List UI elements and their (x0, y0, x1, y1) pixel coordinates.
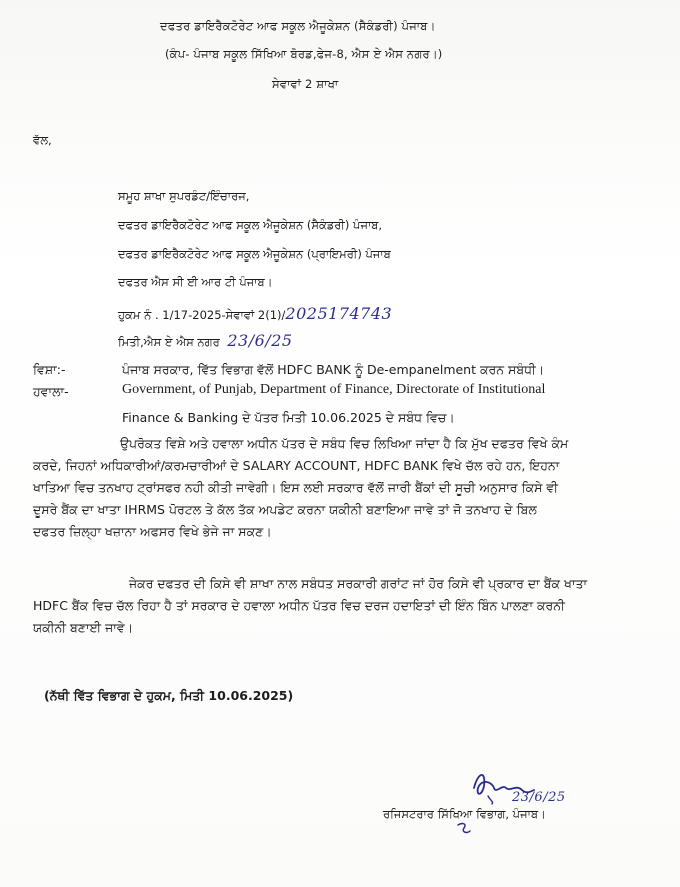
paragraph-line: ਜੇਕਰ ਦਫਤਰ ਦੀ ਕਿਸੇ ਵੀ ਸ਼ਾਖਾ ਨਾਲ ਸਬੰਧਤ ਸਰਕਾਰੀ ਗਰਾਂਟ ਜਾਂ ਹੋਰ ਕਿਸੇ ਵੀ ਪ੍ਰਕਾਰ ਦਾ ਬੈਂਕ ਖਾਤਾ (129, 576, 588, 591)
paragraph-line: ਖਾਤਿਆ ਵਿਚ ਤਨਖਾਹ ਟ੍ਰਾਂਸਫਰ ਨਹੀ ਕੀਤੀ ਜਾਵੇਗੀ। ਇਸ ਲਈ ਸਰਕਾਰ ਵੱਲੋਂ ਜਾਰੀ ਬੈਂਕਾਂ ਦੀ ਸੂਚੀ ਅਨੁਸਾਰ ਕਿਸੇ ਵੀ (33, 480, 558, 495)
handwritten-order-number: 2025174743 (285, 304, 393, 323)
body-paragraph-2 (33, 573, 653, 639)
subject-label: ਵਿਸ਼ਾ:- (33, 362, 66, 377)
header-address: (ਕੰਪ- ਪੰਜਾਬ ਸਕੂਲ ਸਿੱਖਿਆ ਬੋਰਡ,ਫੇਜ-8, ਐਸ ਏ ਐਸ ਨਗਰ।) (165, 47, 443, 61)
body-paragraph-1 (33, 433, 653, 543)
paragraph-line: ਦਫਤਰ ਜ਼ਿਲ੍ਹਾ ਖਜ਼ਾਨਾ ਅਫਸਰ ਵਿਖੇ ਭੇਜੇ ਜਾ ਸਕਣ। (33, 524, 272, 539)
header-office-name: ਦਫਤਰ ਡਾਇਰੈਕਟੋਰੇਟ ਆਫ ਸਕੂਲ ਐਜੂਕੇਸ਼ਨ (ਸੈਕੰਡਰੀ) ਪੰਜਾਬ। (160, 19, 436, 33)
recipient-line: ਸਮੂਹ ਸ਼ਾਖਾ ਸੁਪਰਡੰਟ/ਇੰਚਾਰਜ, (118, 189, 250, 203)
reference-line-1: Government, of Punjab, Department of Finance, Directorate of Institutional (122, 382, 546, 397)
order-number-line (118, 304, 392, 323)
recipient-line: ਦਫਤਰ ਐਸ ਸੀ ਈ ਆਰ ਟੀ ਪੰਜਾਬ। (118, 275, 273, 289)
order-number-prefix: ਹੁਕਮ ਨੰ . 1/17-2025-ਸੇਵਾਵਾਂ 2(1)/ (118, 308, 286, 322)
enclosure-note: (ਨੱਥੀ ਵਿੱਤ ਵਿਭਾਗ ਦੇ ਹੁਕਮ, ਮਿਤੀ 10.06.2025) (44, 688, 294, 703)
signatory-designation: ਰਜਿਸਟਰਾਰ ਸਿੱਖਿਆ ਵਿਭਾਗ, ਪੰਜਾਬ। (383, 807, 546, 821)
header-branch: ਸੇਵਾਵਾਂ 2 ਸ਼ਾਖਾ (272, 77, 339, 91)
order-date-line (118, 331, 293, 350)
recipient-line: ਦਫਤਰ ਡਾਇਰੈਕਟੋਰੇਟ ਆਫ ਸਕੂਲ ਐਜੂਕੇਸ਼ਨ (ਪ੍ਰਾਇਮਰੀ) ਪੰਜਾਬ (118, 247, 391, 261)
paragraph-line: ਕਰਦੇ, ਜਿਹਨਾਂ ਅਧਿਕਾਰੀਆਂ/ਕਰਮਚਾਰੀਆਂ ਦੇ SALARY ACCOUNT, HDFC BANK ਵਿਖੇ ਚੱਲ ਰਹੇ ਹਨ, ਇਹਨਾ (33, 458, 560, 473)
salutation: ਵੱਲ, (33, 133, 52, 147)
subject-text: ਪੰਜਾਬ ਸਰਕਾਰ, ਵਿੱਤ ਵਿਭਾਗ ਵੱਲੋਂ HDFC BANK ਨੂੰ De-empanelment ਕਰਨ ਸਬੰਧੀ। (122, 362, 545, 377)
paragraph-line: HDFC ਬੈਂਕ ਵਿਚ ਚੱਲ ਰਿਹਾ ਹੈ ਤਾਂ ਸਰਕਾਰ ਦੇ ਹਵਾਲਾ ਅਧੀਨ ਪੱਤਰ ਵਿਚ ਦਰਜ ਹਦਾਇਤਾਂ ਦੀ ਇੰਨ ਬਿੰਨ ਪਾਲਣਾ ਕਰਨੀ (33, 598, 565, 613)
paragraph-line: ਯਕੀਨੀ ਬਣਾਈ ਜਾਵੇ। (33, 620, 134, 635)
handwritten-order-date: 23/6/25 (227, 331, 293, 350)
reference-label: ਹਵਾਲਾ- (33, 384, 69, 399)
order-date-prefix: ਮਿਤੀ,ਐਸ ਏ ਐਸ ਨਗਰ (118, 335, 220, 349)
handwritten-signature-date: 23/6/25 (512, 790, 566, 805)
reference-line-2: Finance & Banking ਦੇ ਪੱਤਰ ਮਿਤੀ 10.06.2025 ਦੇ ਸਬੰਧ ਵਿਚ। (122, 410, 455, 425)
initial-mark (455, 820, 473, 838)
paragraph-line: ਉਪਰੋਕਤ ਵਿਸ਼ੇ ਅਤੇ ਹਵਾਲਾ ਅਧੀਨ ਪੱਤਰ ਦੇ ਸਬੰਧ ਵਿਚ ਲਿਖਿਆ ਜਾਂਦਾ ਹੈ ਕਿ ਮੁੱਖ ਦਫਤਰ ਵਿਖੇ ਕੰਮ (120, 436, 569, 451)
recipient-line: ਦਫਤਰ ਡਾਇਰੈਕਟੋਰੇਟ ਆਫ ਸਕੂਲ ਐਜੂਕੇਸ਼ਨ (ਸੈਕੰਡਰੀ) ਪੰਜਾਬ, (118, 218, 383, 232)
paragraph-line: ਦੂਸਰੇ ਬੈਂਕ ਦਾ ਖਾਤਾ IHRMS ਪੋਰਟਲ ਤੇ ਕੱਲ ਤੱਕ ਅਪਡੇਟ ਕਰਨਾ ਯਕੀਨੀ ਬਣਾਇਆ ਜਾਵੇ ਤਾਂ ਜੋ ਤਨਖਾਹ ਦੇ ਬਿਲ (33, 502, 537, 517)
